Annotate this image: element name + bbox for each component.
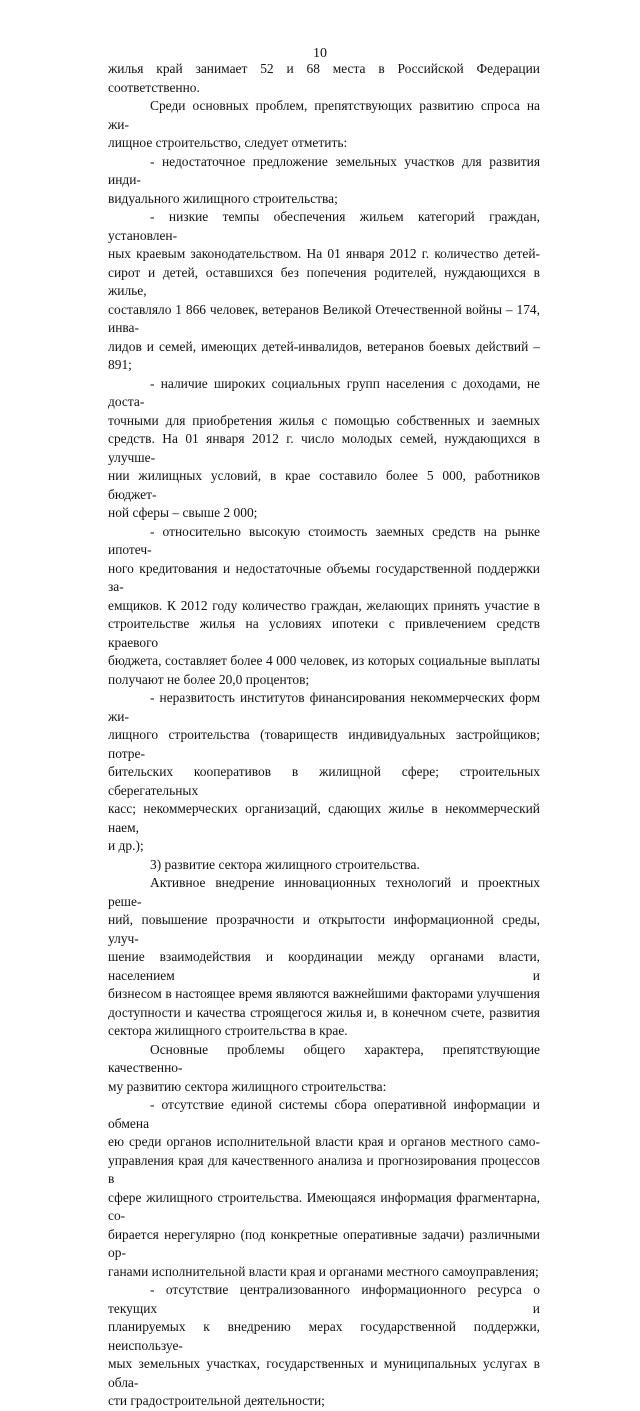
text-line: бизнесом в настоящее время являются важнейшими факторами улучшения — [108, 986, 540, 1001]
text-line: ного кредитования и недостаточные объемы государственной поддержки за- — [108, 560, 540, 594]
text-line: - отсутствие единой системы сбора оперативной информации и обмена — [108, 1097, 540, 1131]
text-line: Активное внедрение инновационных технологий и проектных реше- — [108, 875, 540, 909]
text-line: шение взаимодействия и координации между органами власти, населением и — [108, 949, 540, 983]
text-line: средств. На 01 января 2012 г. число молодых семей, нуждающихся в улучше- — [108, 431, 540, 465]
text-line: касс; некоммерческих организаций, сдающих жилье в некоммерческий наем, — [108, 801, 540, 835]
text-line: бюджета, составляет более 4 000 человек, из которых социальные выплаты — [108, 653, 540, 668]
text-line: - низкие темпы обеспечения жильем категорий граждан, установлен- — [108, 209, 540, 243]
text-line: лищное строительство, следует отметить: — [108, 135, 348, 150]
text-line: сектора жилищного строительства в крае. — [108, 1023, 348, 1038]
text-line: управления края для качественного анализа и прогнозирования процессов в — [108, 1152, 540, 1186]
text-line: составляло 1 866 человек, ветеранов Великой Отечественной войны – 174, инва- — [108, 301, 540, 335]
text-line: сфере жилищного строительства. Имеющаяся информация фрагментарна, со- — [108, 1189, 540, 1223]
text-line: точными для приобретения жилья с помощью собственных и заемных — [108, 412, 540, 428]
text-line: му развитию сектора жилищного строительства: — [108, 1078, 387, 1094]
text-line: бирается нерегулярно (под конкретные оперативные задачи) различными ор- — [108, 1226, 540, 1260]
text-line: - относительно высокую стоимость заемных средств на рынке ипотеч- — [108, 523, 540, 557]
text-line: Среди основных проблем, препятствующих развитию спроса на жи- — [108, 98, 540, 132]
text-line: мых земельных участках, государственных и муниципальных услугах в обла- — [108, 1356, 540, 1390]
text-line: ганами исполнительной власти края и органами местного самоуправления; — [108, 1263, 539, 1279]
text-line: получают не более 20,0 процентов; — [108, 671, 310, 687]
text-line: ний, повышение прозрачности и открытости информационной среды, улуч- — [108, 912, 540, 946]
text-line: строительстве жилья на условиях ипотеки с привлечением средств краевого — [108, 616, 540, 650]
text-line: - наличие широких социальных групп населения с доходами, не доста- — [108, 375, 540, 409]
page-number: 10 — [313, 46, 327, 61]
text-line: жилья край занимает 52 и 68 места в Российской Федерации соответственно. — [108, 61, 540, 95]
text-line: ных краевым законодательством. На 01 января 2012 г. количество детей- — [108, 246, 540, 261]
text-line: нии жилищных условий, в крае составило более 5 000, работников бюджет- — [108, 468, 540, 502]
text-line: лищного строительства (товариществ индивидуальных застройщиков; потре- — [108, 727, 540, 761]
text-line: лидов и семей, имеющих детей-инвалидов, ветеранов боевых действий – 891; — [108, 338, 540, 372]
text-line: доступности и качества строящегося жилья и, в конечном счете, развития — [108, 1004, 540, 1020]
text-line: Основные проблемы общего характера, препятствующие качественно- — [108, 1041, 540, 1075]
text-line: бительских кооперативов в жилищной сфере; строительных сберегательных — [108, 764, 540, 798]
document-body — [108, 60, 540, 1411]
text-line: сти градостроительной деятельности; — [108, 1393, 325, 1408]
text-line: ею среди органов исполнительной власти края и органов местного само- — [108, 1134, 540, 1149]
text-line: - неразвитость институтов финансирования некоммерческих форм жи- — [108, 690, 540, 724]
text-line: емщиков. К 2012 году количество граждан, желающих принять участие в — [108, 597, 540, 613]
text-line: ной сферы – свыше 2 000; — [108, 505, 258, 520]
text-line: видуального жилищного строительства; — [108, 190, 338, 206]
text-line: 3) развитие сектора жилищного строительства. — [150, 856, 420, 872]
text-line: - отсутствие централизованного информационного ресурса о текущих и — [108, 1282, 540, 1316]
text-line: планируемых к внедрению мерах государственной поддержки, неиспользуе- — [108, 1319, 540, 1353]
text-line: и др.); — [108, 838, 144, 853]
text-line: сирот и детей, оставшихся без попечения родителей, нуждающихся в жилье, — [108, 264, 540, 298]
text-line: - недостаточное предложение земельных участков для развития инди- — [108, 153, 540, 187]
